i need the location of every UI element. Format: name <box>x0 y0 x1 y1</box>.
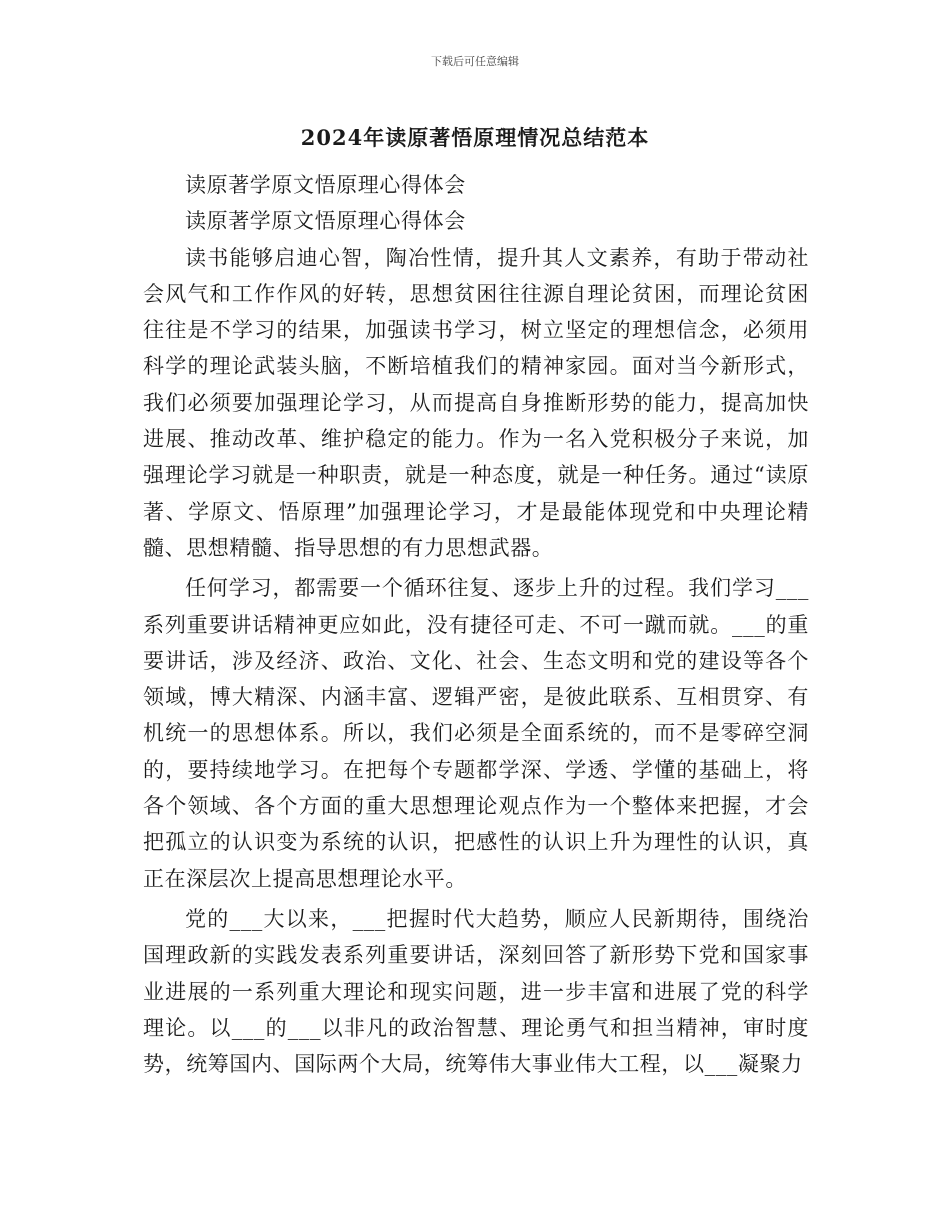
subtitle-line: 读原著学原文悟原理心得体会 <box>185 173 466 197</box>
document-body <box>143 167 809 1082</box>
body-paragraph: 任何学习，都需要一个循环往复、逐步上升的过程。我们学习___系列重要讲话精神更应如此，没有捷径可走、不可一蹴而就。___的重要讲话，涉及经济、政治、文化、社会、生态文明和党的建设等各个领域，博大精深、内涵丰富、逻辑严密，是彼此联系、互相贯穿、有机统一的思想体系。所以，我们必须是全面系统的，而不是零碎空洞的，要持续地学习。在把每个专题都学深、学透、学懂的基础上，将各个领域、各个方面的重大思想理论观点作为一个整体来把握，才会把孤立的认识变为系统的认识，把感性的认识上升为理性的认识，真正在深层次上提高思想理论水平。 <box>143 576 809 891</box>
subtitle-line: 读原著学原文悟原理心得体会 <box>185 209 466 234</box>
body-paragraph: 党的___大以来，___把握时代大趋势，顺应人民新期待，围绕治国理政新的实践发表系列重要讲话，深刻回答了新形势下党和国家事业进展的一系列重大理论和现实问题，进一步丰富和进展了党的科学理论。以___的___以非凡的政治智慧、理论勇气和担当精神，审时度势，统筹国内、国际两个大局，统筹伟大事业伟大工程，以___凝聚力 <box>143 906 809 1077</box>
body-paragraph: 读书能够启迪心智，陶冶性情，提升其人文素养，有助于带动社会风气和工作作风的好转，思想贫困往往源自理论贫困，而理论贫困往往是不学习的结果，加强读书学习，树立坚定的理想信念，必须用科学的理论武装头脑，不断培植我们的精神家园。面对当今新形式，我们必须要加强理论学习，从而提高自身推断形势的能力，提高加快进展、推动改革、维护稳定的能力。作为一名入党积极分子来说，加强理论学习就是一种职责，就是一种态度，就是一种任务。通过“读原著、学原文、悟原理”加强理论学习，才是最能体现党和中央理论精髓、思想精髓、指导思想的有力思想武器。 <box>143 245 809 560</box>
header-note: 下载后可任意编辑 <box>431 55 519 68</box>
document-title: 2024年读原著悟原理情况总结范本 <box>300 125 650 150</box>
